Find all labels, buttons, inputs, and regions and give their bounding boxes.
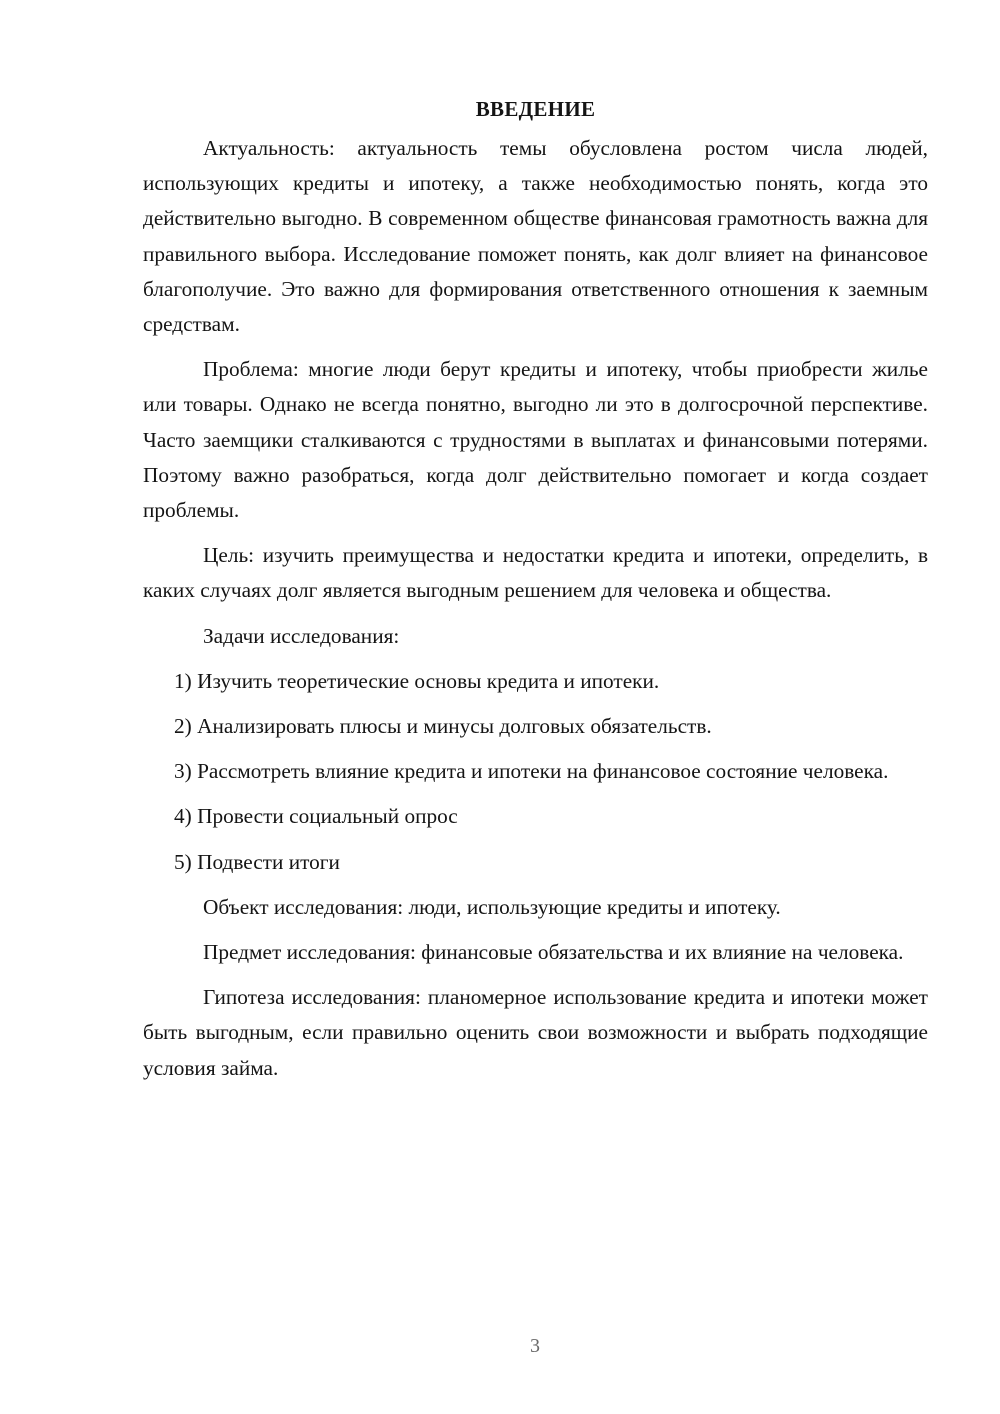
page-title: ВВЕДЕНИЕ	[475, 97, 596, 121]
document-body	[143, 92, 928, 1096]
task-item-4: 4) Провести социальный опрос	[174, 804, 458, 829]
task-item-2: 2) Анализировать плюсы и минусы долговых обязательств.	[174, 714, 712, 739]
task-item-3: 3) Рассмотреть влияние кредита и ипотеки на финансовое состояние человека.	[174, 759, 889, 784]
task-item-1: 1) Изучить теоретические основы кредита и ипотеки.	[174, 668, 660, 693]
paragraph-hypothesis: Гипотеза исследования: планомерное использование кредита и ипотеки может быть выгодным, если правильно оценить свои возможности и выбрать подходящие условия займа.	[143, 985, 928, 1080]
paragraph-object: Объект исследования: люди, использующие кредиты и ипотеку.	[203, 894, 781, 919]
paragraph-relevance: Актуальность: актуальность темы обусловлена ростом числа людей, использующих кредиты и ипотеку, а также необходимостью понять, когда это действительно выгодно. В современном обществе финансовая грамотность важна для правильного выбора. Исследование поможет понять, как долг влияет на финансовое благополучие. Это важно для формирования ответственного отношения к заемным средствам.	[143, 136, 928, 337]
paragraph-goal: Цель: изучить преимущества и недостатки кредита и ипотеки, определить, в каких случаях долг является выгодным решением для человека и общества.	[143, 543, 928, 603]
paragraph-problem: Проблема: многие люди берут кредиты и ипотеку, чтобы приобрести жилье или товары. Однако не всегда понятно, выгодно ли это в долгосрочной перспективе. Часто заемщики сталкиваются с трудностями в выплатах и финансовыми потерями. Поэтому важно разобраться, когда долг действительно помогает и когда создает проблемы.	[143, 357, 928, 523]
tasks-heading: Задачи исследования:	[203, 623, 400, 648]
paragraph-subject: Предмет исследования: финансовые обязательства и их влияние на человека.	[203, 940, 904, 965]
task-item-5: 5) Подвести итоги	[174, 849, 340, 874]
page-number: 3	[530, 1335, 540, 1357]
